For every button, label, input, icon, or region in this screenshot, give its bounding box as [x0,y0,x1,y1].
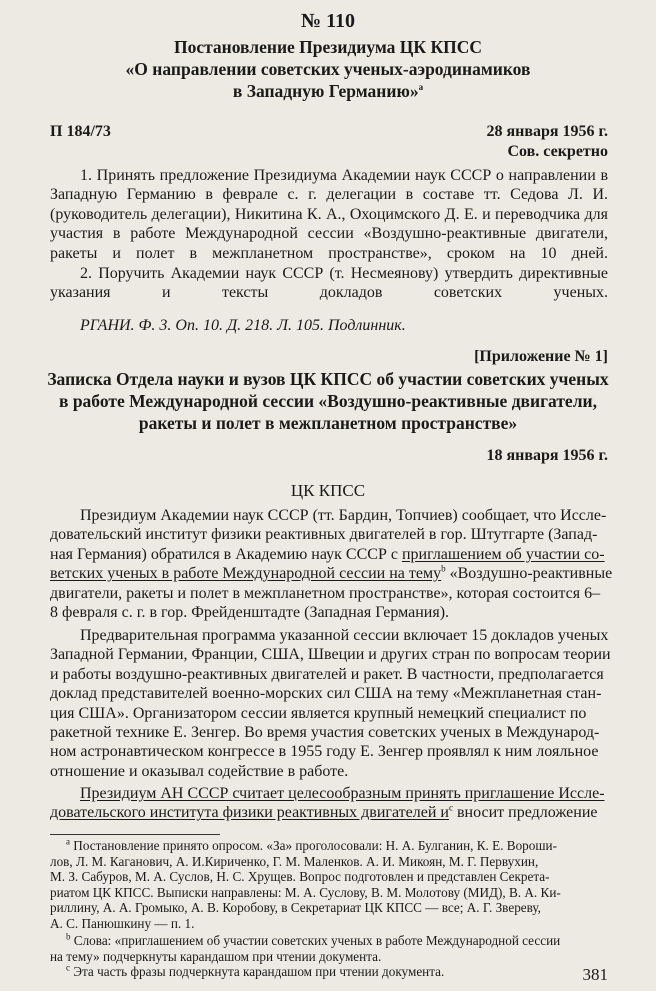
annex-title-line-1: Записка Отдела науки и вузов ЦК КПСС об участии советских ученых [47,369,609,389]
document-date: 28 января 1956 г. [486,123,608,140]
memo-p2-line: доклад представителей военно-морских сил США на тему «Межпланетная стан- [50,685,602,703]
archive-reference: РГАНИ. Ф. 3. Оп. 10. Д. 218. Л. 105. Подлинник. [80,317,406,334]
annex-title-line-3: ракеты и полет в межпланетном пространстве» [138,413,518,433]
memo-p2-line: отношение и оказывал содействие в работе. [50,762,349,780]
resolution-item-2: 2. Поручить Академии наук СССР (т. Несмеянову) утвердить директивные указания и тексты докладов советских ученых. [50,265,608,302]
memo-p2-line: и работы воздушно-реактивных двигателей и ракет. В частности, предполагается [50,665,604,683]
document-title-line-2: «О направлении советских ученых-аэродинамиков [125,59,531,79]
memo-p1-line: Президиум Академии наук СССР (тт. Бардин, Топчиев) сообщает, что Иссле- [80,507,607,524]
footnote-mark-b: b [441,563,446,574]
memo-p3-line: довательского института физики реактивных двигателей $и^c$ вносит предложение [50,803,598,822]
footnote-a-line: риатом ЦК КПСС. Выписки направлены: М. А. Суслову, В. М. Молотову (МИД), В. А. Ки- [50,884,561,900]
addressee: ЦК КПСС [290,481,366,500]
annex-label: [Приложение № 1] [474,348,608,365]
document-number: № 110 [301,10,355,32]
memo-p2-line: Предварительная программа указанной сессии включает 15 докладов ученых [80,627,609,644]
memo-p2-line: ракетной технике Е. Зенгер. Во время участия советских ученых в Международ- [50,724,600,742]
memo-paragraph-1 [50,506,613,622]
pencil-underlined-text: ветских ученых в работе Международной сессии на тему [50,565,442,583]
memo-p1-line: ветских ученых в работе Международной сессии на тему$^b$ «Воздушно-реактивные [50,563,613,583]
memo-paragraph-2 [50,626,611,781]
secrecy-stamp: Сов. секретно [507,143,608,160]
footnote-divider [50,834,220,835]
memo-paragraph-3 [50,784,608,823]
footnote-b-line: на тему» подчеркнуты карандашом при чтении документа. [50,948,382,964]
pencil-underlined-text: Президиум АН СССР считает целесообразным принять приглашение Иссле- [80,785,605,802]
footnote-a: $^a$ Постановление принято опросом. «За» проголосовали: Н. А. Булганин, К. Е. Вороши- лов, Л. М. Каганович, А. И.Кириченко, Г. М. Маленков. А. И. Микоян, М. Г. Первухин, М. З. Сабуров, М. А. Суслов, Н. С. Хрущев. Вопрос подготовлен и представлен Секрета- риатом ЦК КПСС. Выписки направлены: М. А. Суслову, В. М. Молотову (МИД), В. А. Ки- риллину, А. А. Громыко, А. В. Коробову, в Секретариат ЦК КПСС — все; А. Г. Звереву, А. С. Панюшкину — п. 1. [50,838,608,932]
footnote-mark-a: a [418,82,424,93]
memo-p1-line: 8 февраля с. г. в гор. Фрейденштадте (Западная Германия). [50,604,450,622]
document-reference: П 184/73 [50,123,111,140]
memo-p1-line: ная Германия) обратился в Академию наук СССР с приглашением об участии со- [50,545,605,563]
footnote-b: $^b$ Слова: «приглашением об участии советских ученых в работе Международной сессии на тему» подчеркнуты карандашом при чтении документа. [50,933,608,964]
annex-date: 18 января 1956 г. [486,447,608,464]
footnote-c: $^c$ Эта часть фразы подчеркнута карандашом при чтении документа. [66,962,445,979]
footnote-c-mark: c [66,962,70,973]
memo-p3-line [50,784,608,803]
memo-p2-line: ном астронавтическом конгрессе в 1955 году Е. Зенгер проявлял к ним лояльное [50,743,599,761]
footnote-b-mark: b [66,931,71,942]
footnote-a-mark: a [66,836,70,847]
document-title-line-3: в Западную Германию»$^a$ [232,81,424,101]
annex-title-line-2: в работе Международной сессии «Воздушно-реактивные двигатели, [59,391,597,411]
document-title-line-1: Постановление Президиума ЦК КПСС [173,37,483,57]
page-number: 381 [582,965,608,984]
footnote-a-line: риллину, А. А. Громыко, А. В. Коробову, в Секретариат ЦК КПСС — все; А. Г. Звереву, [50,900,541,916]
footnote-mark-c: c [448,803,453,814]
memo-p1-line: довательский институт физики реактивных двигателей в гор. Штутгарте (Запад- [50,526,598,544]
footnote-a-line: А. С. Панюшкину — п. 1. [50,915,195,931]
memo-p2-line: ция США». Организатором сессии является крупный немецкий специалист по [50,704,587,722]
resolution-item-1: 1. Принять предложение Президиума Академии наук СССР о направлении в Западную Германию в феврале с. г. делегации в составе тт. Седова Л. И. (руководитель делегации), Никитина К. А., Охоцимского Д. Е. и переводчика для участия в работе Международной сессии «Воздушно-реактивные двигатели, ракеты и полет в межпланетном пространстве», сроком на 10 дней. [50,167,608,262]
pencil-underlined-text: приглашением об участии со- [401,545,605,563]
footnote-a-line: лов, Л. М. Каганович, А. И.Кириченко, Г. М. Маленков. А. И. Микоян, М. Г. Первухин, [50,853,539,869]
memo-p2-line: Западной Германии, Франции, США, Швеции и других стран по вопросам теории [50,646,611,664]
footnote-a-line: М. З. Сабуров, М. А. Суслов, Н. С. Хрущев. Вопрос подготовлен и представлен Секрета- [50,869,550,885]
pencil-underlined-text: довательского института физики реактивных двигателей и [50,804,449,822]
memo-p1-line: двигатели, ракеты и полет в межпланетном пространстве», которая состоится 6– [50,584,601,602]
